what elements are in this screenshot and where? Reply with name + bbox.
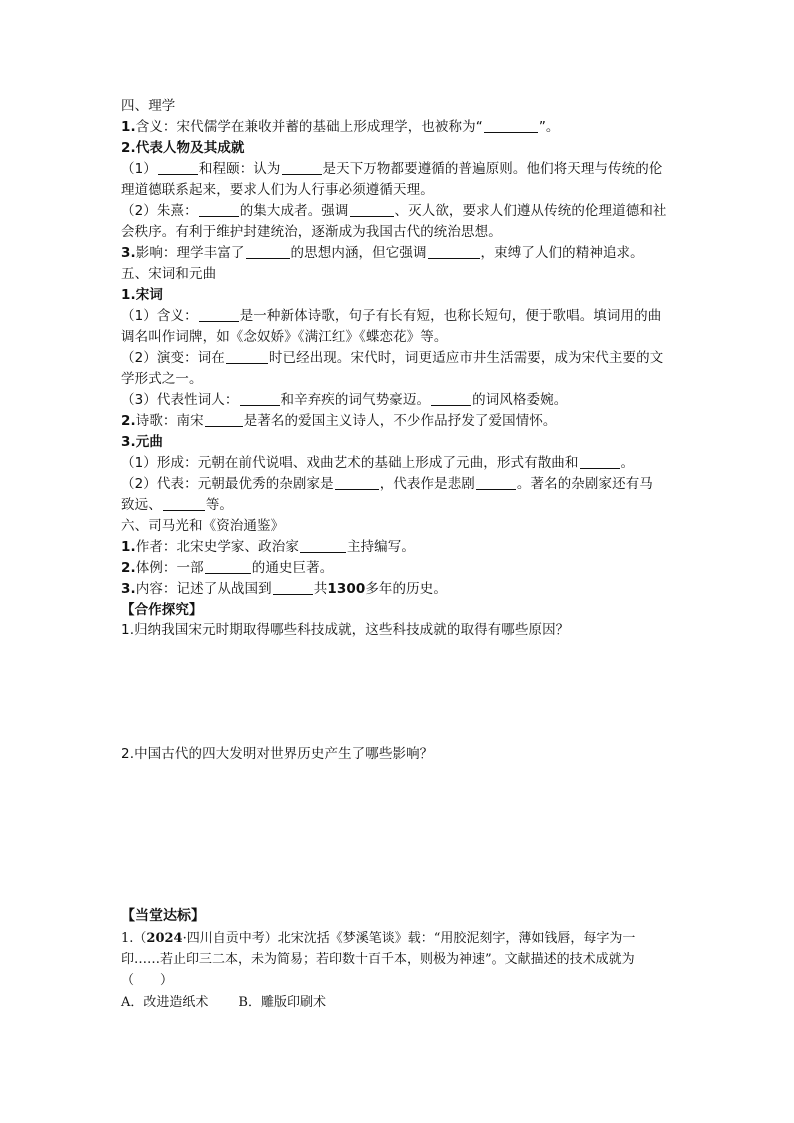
- sec5-line-6: 3.元曲: [121, 434, 163, 450]
- sec5-line-2b: 调名叫作词牌，如《念奴娇》《满江红》《蝶恋花》等。: [121, 329, 448, 345]
- section-6-title: 六、司马光和《资治通鉴》: [121, 518, 285, 534]
- blank: [199, 307, 239, 322]
- sec5-line-3: （2）演变：词在 时已经出现。宋代时，词更适应市井生活需要，成为宋代主要的文: [121, 350, 664, 366]
- blank: [335, 475, 379, 490]
- blank: [431, 391, 471, 406]
- sec5-line-7: （1）形成：元朝在前代说唱、戏曲艺术的基础上形成了元曲，形式有散曲和 。: [121, 455, 635, 471]
- coop-title: 【合作探究】: [121, 602, 203, 618]
- coop-question-1: 1.归纳我国宋元时期取得哪些科技成就，这些科技成就的取得有哪些原因？: [121, 622, 570, 638]
- sec5-line-5: 2.诗歌：南宋 是著名的爱国主义诗人，不少作品抒发了爱国情怀。: [121, 413, 557, 429]
- sec6-line-1: 1.作者：北宋史学家、政治家 主持编写。: [121, 539, 415, 555]
- practice-q1-line-1: 1.（2024·四川自贡中考）北宋沈括《梦溪笔谈》载：“用胶泥刻字，薄如钱唇，每字为一: [121, 931, 636, 946]
- sec4-line-3b: 理道德联系起来，要求人们为人行事必须遵循天理。: [121, 182, 434, 198]
- sec4-line-3: （1） 和程颐：认为 是天下万物都要遵循的普遍原则。他们将天理与传统的伦: [121, 161, 663, 177]
- blank: [428, 244, 480, 259]
- blank: [476, 475, 516, 490]
- sec5-line-8b: 致远、 等。: [121, 497, 234, 513]
- blank: [580, 454, 620, 469]
- practice-title: 【当堂达标】: [121, 908, 205, 924]
- blank: [158, 160, 198, 175]
- sec6-line-2: 2.体例：一部 的通史巨著。: [121, 560, 334, 576]
- blank: [246, 244, 290, 259]
- sec6-line-3: 3.内容：记述了从战国到 共1300多年的历史。: [121, 581, 447, 597]
- sec5-line-4: （3）代表性词人： 和辛弃疾的词气势豪迈。 的词风格委婉。: [121, 392, 568, 408]
- sec4-line-4: （2）朱熹： 的集大成者。强调 、灭人欲，要求人们遵从传统的伦理道德和社: [121, 203, 667, 219]
- blank: [300, 538, 346, 553]
- practice-q1-line-2: 印……若止印三二本，未为简易；若印数十百千本，则极为神速”。文献描述的技术成就为: [121, 952, 635, 967]
- coop-question-2: 2.中国古代的四大发明对世界历史产生了哪些影响？: [121, 746, 434, 762]
- blank: [282, 160, 322, 175]
- blank: [199, 202, 239, 217]
- sec4-line-5: 3.影响：理学丰富了 的思想内涵，但它强调 ，束缚了人们的精神追求。: [121, 245, 644, 261]
- blank: [205, 559, 251, 574]
- practice-q1-line-3: （ ）: [121, 973, 174, 988]
- blank: [273, 580, 313, 595]
- sec5-line-1: 1.宋词: [121, 287, 163, 303]
- sec5-line-2: （1）含义： 是一种新体诗歌，句子有长有短，也称长短句，便于歌唱。填词用的曲: [121, 308, 662, 324]
- section-4-title: 四、理学: [121, 98, 176, 114]
- blank: [240, 391, 280, 406]
- option-b: B．雕版印刷术: [238, 995, 326, 1010]
- blank: [226, 349, 268, 364]
- option-a: A．改进造纸术: [121, 995, 209, 1010]
- sec4-line-4b: 会秩序。有利于维护封建统治，逐渐成为我国古代的统治思想。: [121, 224, 502, 240]
- sec5-line-8: （2）代表：元朝最优秀的杂剧家是 ，代表作是悲剧 。著名的杂剧家还有马: [121, 476, 653, 492]
- blank: [205, 412, 243, 427]
- section-5-title: 五、宋词和元曲: [121, 266, 217, 282]
- sec4-line-1: 1.含义：宋代儒学在兼收并蓄的基础上形成理学，也被称为“ ”。: [121, 119, 560, 135]
- sec4-line-2: 2.代表人物及其成就: [121, 140, 245, 156]
- practice-q1-options: [121, 993, 326, 1013]
- blank: [484, 118, 538, 133]
- blank: [163, 496, 205, 511]
- sec5-line-3b: 学形式之一。: [121, 371, 203, 387]
- blank: [350, 202, 394, 217]
